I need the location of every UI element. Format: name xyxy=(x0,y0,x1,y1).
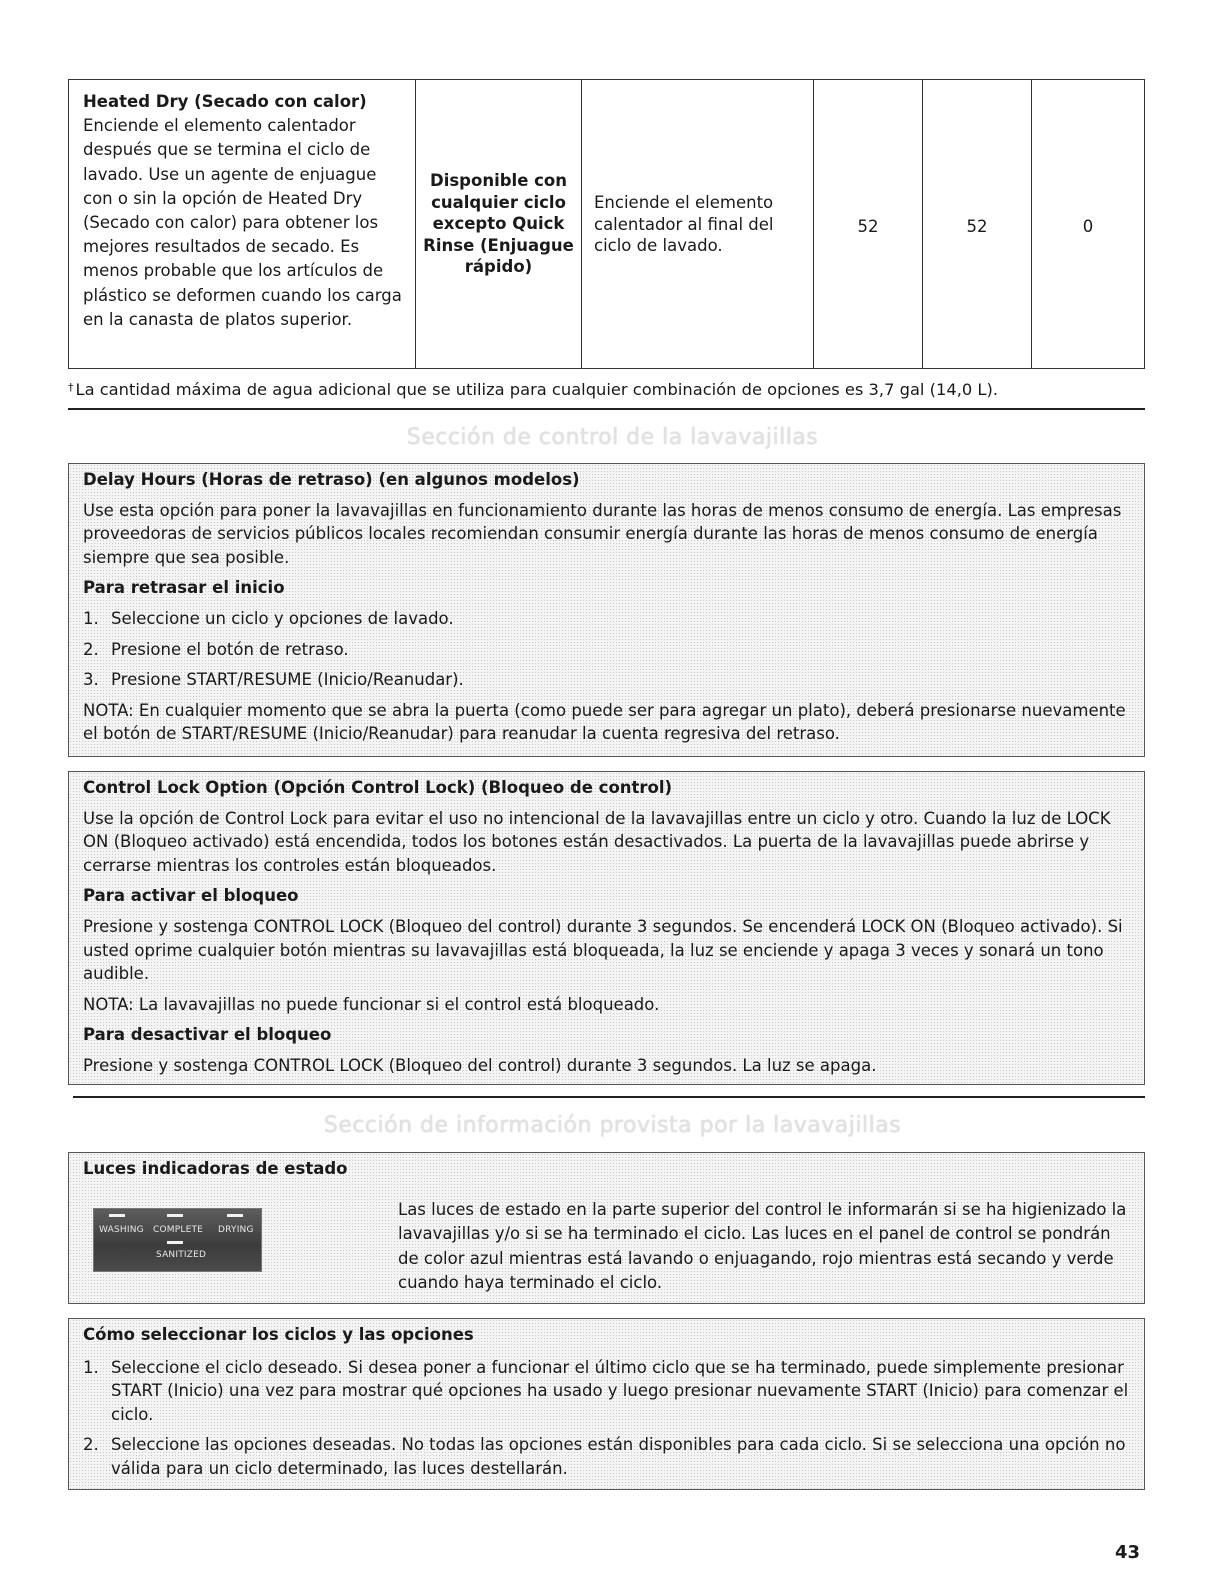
option-description: Enciende el elemento calentador después que se termina el ciclo de lavado. Use un agente de enjuague con o sin la opción de Heated Dry (Secado con calor) para obtener los mejores resultados de secado. Es menos probable que los artículos de plástico se deformen cuando los carga en la canasta de platos superior. xyxy=(83,116,402,329)
value-2: 52 xyxy=(966,217,988,236)
option-title: Heated Dry (Secado con calor) xyxy=(83,92,367,111)
select-cycles-title: Cómo seleccionar los ciclos y las opciones xyxy=(83,1325,474,1344)
control-lock-intro: Use la opción de Control Lock para evitar el uso no intencional de la lavavajillas entre un ciclo y otro. Cuando la luz de LOCK ON (Bloqueo activado) está encendida, todos los botones están desactivados. La puerta de la lavavajillas puede abrirse y cerrarse mientras los controles están bloqueados. xyxy=(83,808,1111,875)
delay-hours-title: Delay Hours (Horas de retraso) (en algunos modelos) xyxy=(83,470,580,489)
page-number: 43 xyxy=(1114,1542,1140,1563)
footnote-mark: † xyxy=(68,381,74,394)
deactivate-subheading: Para desactivar el bloqueo xyxy=(83,1025,332,1045)
deactivate-text: Presione y sostenga CONTROL LOCK (Bloqueo del control) durante 3 segundos. La luz se apaga. xyxy=(83,1055,877,1075)
activate-text: Presione y sostenga CONTROL LOCK (Bloqueo del control) durante 3 segundos. Se encenderá LOCK ON (Bloqueo activado). Si usted oprime cualquier botón mientras su lavavajillas está bloqueada, la luz se enciende y apaga 3 veces y sonará un tono audible. xyxy=(83,916,1123,984)
delay-hours-intro: Use esta opción para poner la lavavajillas en funcionamiento durante las horas de menos consumo de energía. Las empresas proveedoras de servicios públicos locales recomiendan consumir energía durante las horas de menos consumo de energía siempre que sea posible. xyxy=(83,500,1122,567)
function-cell xyxy=(581,80,813,368)
sanitized-led-icon xyxy=(167,1241,183,1244)
value-1: 52 xyxy=(857,217,879,236)
divider xyxy=(68,408,1145,410)
control-lock-title: Control Lock Option (Opción Control Lock) (Bloqueo de control) xyxy=(83,778,673,797)
status-lights-title: Luces indicadoras de estado xyxy=(83,1159,348,1178)
activate-subheading: Para activar el bloqueo xyxy=(83,886,299,906)
drying-led-icon xyxy=(227,1214,243,1217)
options-table xyxy=(68,79,1145,369)
value-3: 0 xyxy=(1082,217,1094,236)
availability-cell xyxy=(415,80,581,368)
divider xyxy=(73,1096,1145,1098)
status-panel-image xyxy=(93,1208,262,1272)
section-title-info: Sección de información provista por la lavavajillas xyxy=(323,1113,902,1138)
lock-note: NOTA: La lavavajillas no puede funcionar si el control está bloqueado. xyxy=(83,994,660,1014)
value-cell-2 xyxy=(922,80,1031,368)
delay-note: NOTA: En cualquier momento que se abra la puerta (como puede ser para agregar un plato), deberá presionarse nuevamente el botón de START/RESUME (Inicio/Reanudar) para reanudar la cuenta regresiva del retraso. xyxy=(83,700,1126,744)
delay-hours-box xyxy=(68,463,1145,757)
function-text: Enciende el elemento calentador al final del ciclo de lavado. xyxy=(594,193,774,255)
washing-label: WASHING xyxy=(99,1225,144,1235)
list-item: 2. Presione el botón de retraso. xyxy=(83,639,349,659)
value-cell-3 xyxy=(1031,80,1144,368)
select-cycles-box xyxy=(68,1318,1145,1490)
value-cell-1 xyxy=(813,80,922,368)
list-item: 1. Seleccione el ciclo deseado. Si desea poner a funcionar el último ciclo que se ha terminado, puede simplemente presionar START (Inicio) una vez para mostrar qué opciones ha usado y luego presionar nuevamente START (Inicio) para comenzar el ciclo. xyxy=(83,1357,1129,1424)
control-lock-box xyxy=(68,771,1145,1085)
list-item: 3. Presione START/RESUME (Inicio/Reanudar). xyxy=(83,670,464,690)
availability-text: Disponible con cualquier ciclo excepto Quick Rinse (Enjuague rápido) xyxy=(423,171,574,276)
section-title-control: Sección de control de la lavavajillas xyxy=(406,425,819,450)
complete-led-icon xyxy=(167,1214,183,1217)
status-lights-text: Las luces de estado en la parte superior del control le informarán si se ha higienizado la lavavajillas y/o si se ha terminado el ciclo. Las luces en el panel de control se pondrán de color azul mientras está lavando o enjuagando, rojo mientras está secando y verde cuando haya terminado el ciclo. xyxy=(398,1200,1127,1292)
drying-label: DRYING xyxy=(218,1225,254,1235)
sanitized-label: SANITIZED xyxy=(156,1250,207,1260)
complete-label: COMPLETE xyxy=(153,1225,204,1235)
option-description-cell xyxy=(69,80,415,368)
washing-led-icon xyxy=(109,1214,125,1217)
footnote xyxy=(68,380,998,399)
delay-subheading: Para retrasar el inicio xyxy=(83,578,285,598)
list-item: 2. Seleccione las opciones deseadas. No todas las opciones están disponibles para cada ciclo. Si se selecciona una opción no válida para un ciclo determinado, las luces destellarán. xyxy=(83,1435,1126,1478)
list-item: 1. Seleccione un ciclo y opciones de lavado. xyxy=(83,608,454,628)
footnote-text: La cantidad máxima de agua adicional que se utiliza para cualquier combinación de opciones es 3,7 gal (14,0 L). xyxy=(75,380,999,399)
